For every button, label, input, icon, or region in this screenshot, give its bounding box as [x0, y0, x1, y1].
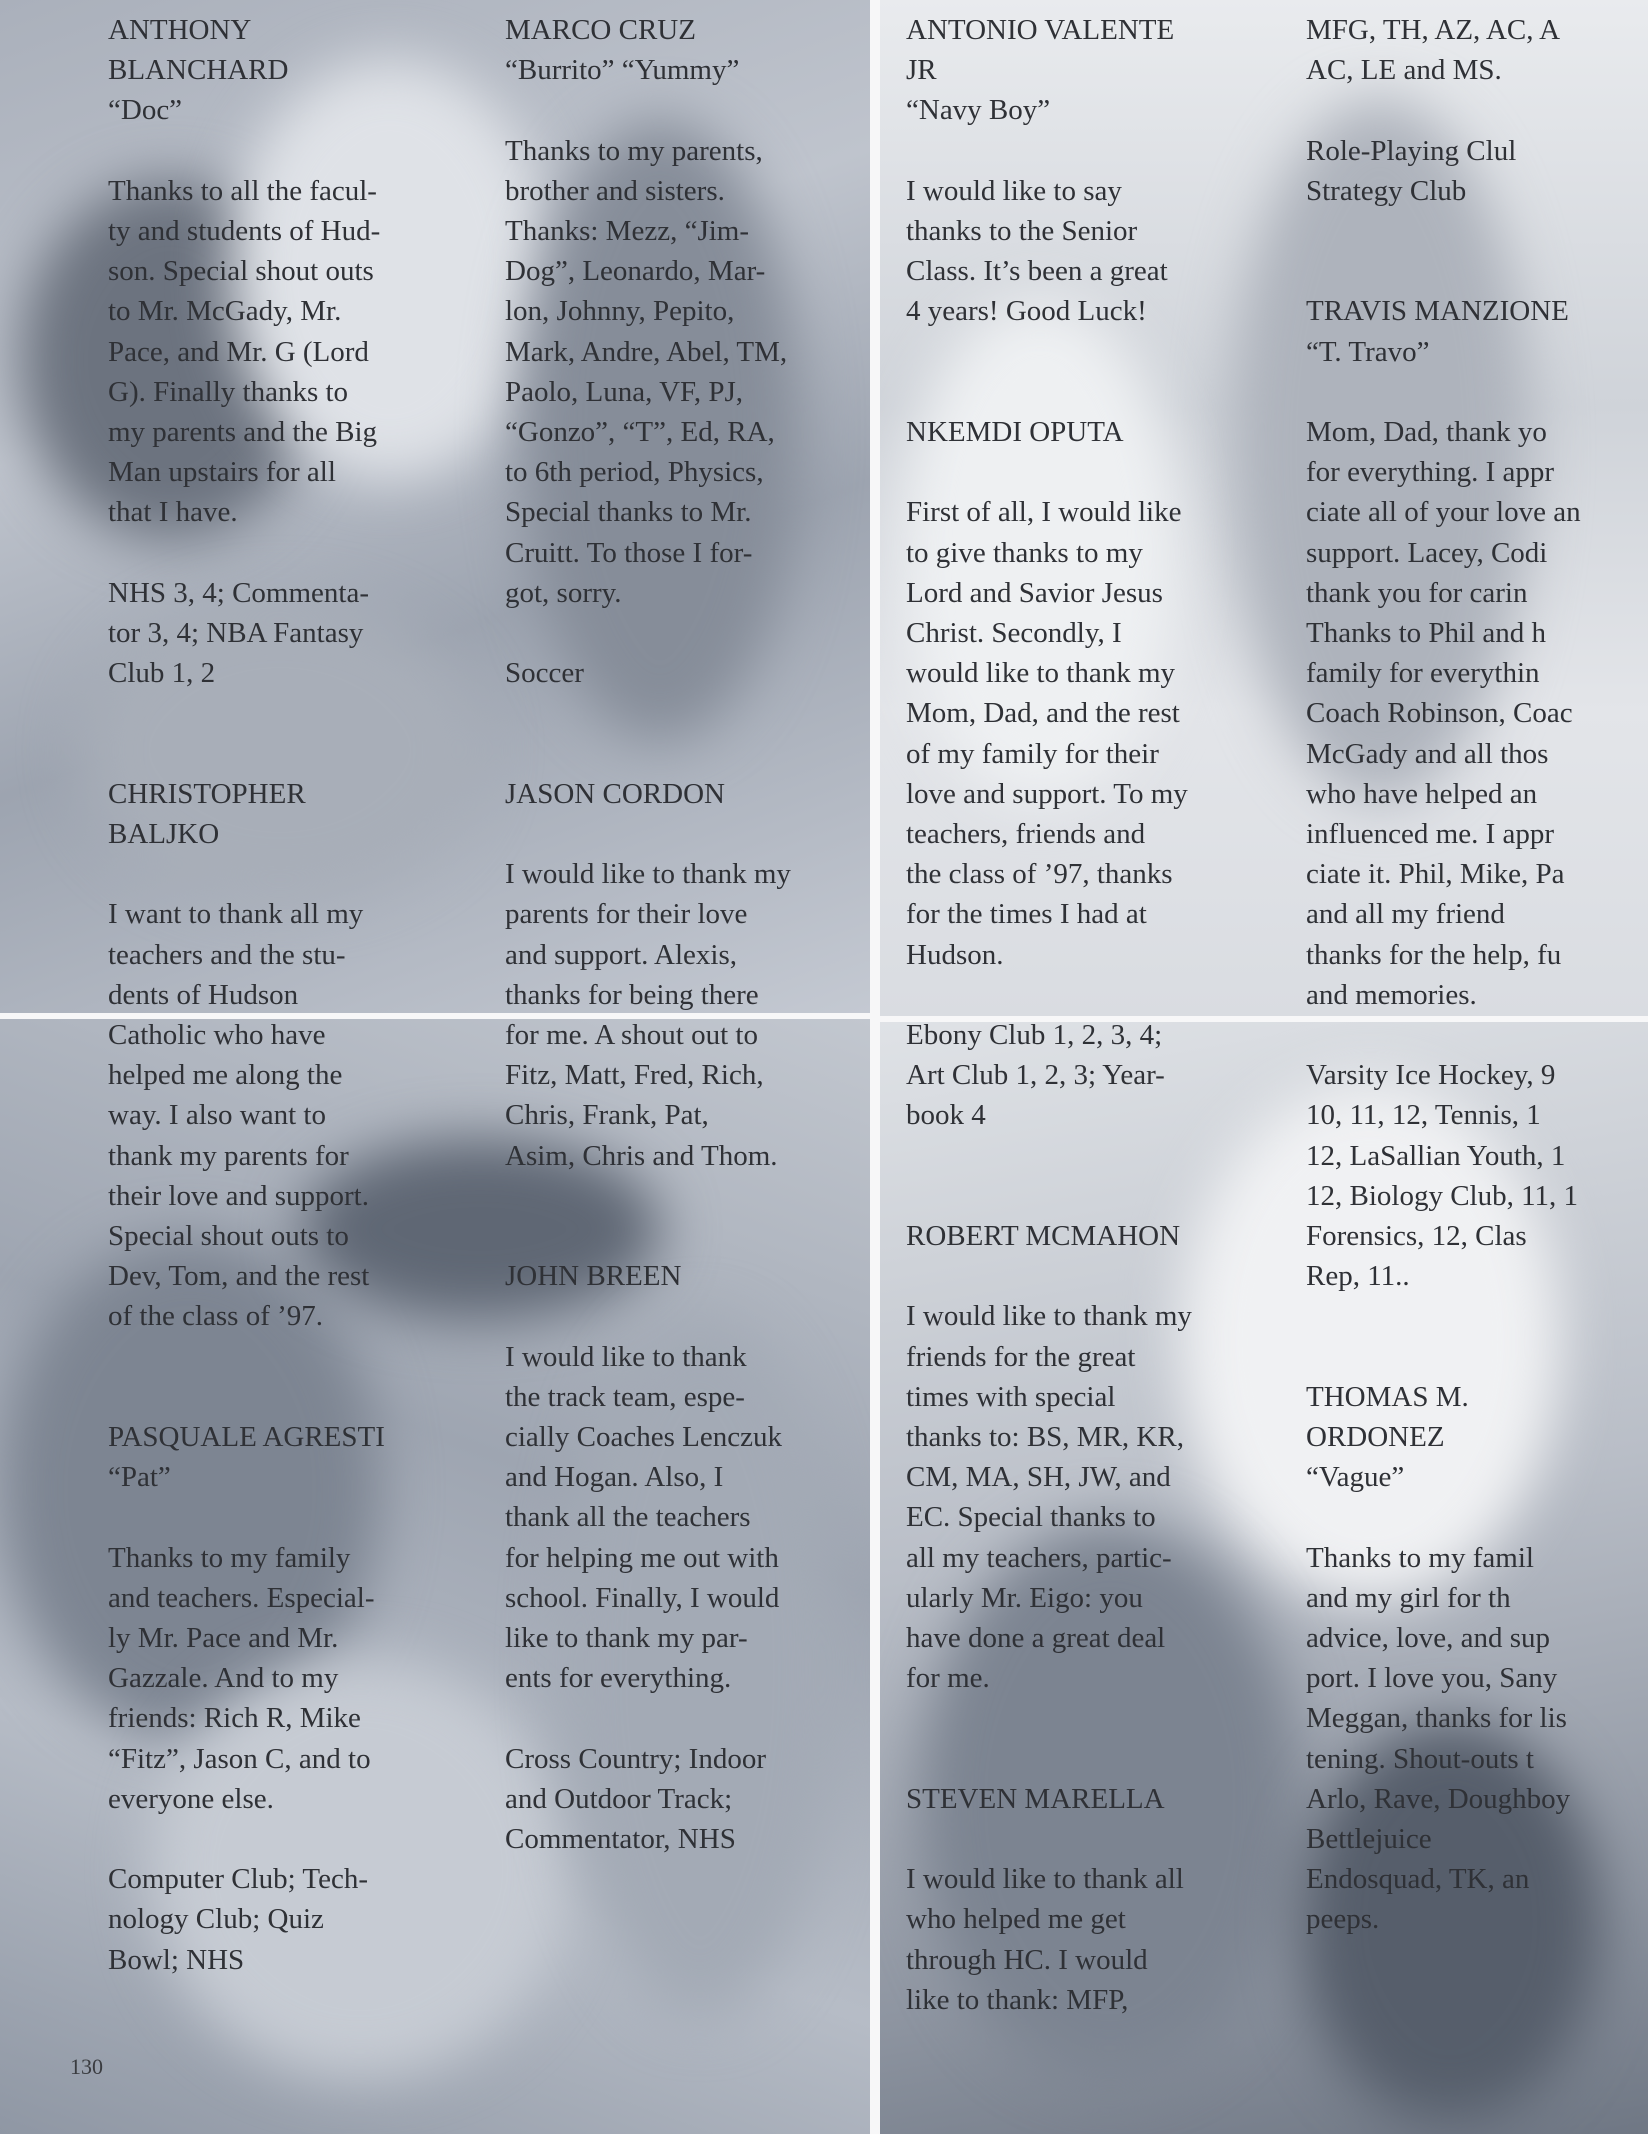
body-text-line: way. I also want to [108, 1099, 326, 1132]
body-text-line: Paolo, Luna, VF, PJ, [505, 375, 744, 408]
blank-line [1306, 90, 1648, 130]
body-text-line: CM, MA, SH, JW, and [906, 1461, 1171, 1494]
senior-name-line: BALJKO [108, 818, 220, 850]
senior-name-line: JASON CORDON [505, 777, 725, 810]
page-number: 130 [70, 2054, 103, 2079]
body-text-line: Hudson. [906, 938, 1004, 971]
body-text-line: like to thank: MFP, [906, 1983, 1129, 2016]
body-text-line: Mom, Dad, and the rest [906, 697, 1180, 730]
body-text-line: Cruitt. To those I for- [505, 536, 753, 569]
body-text-line: their love and support. [108, 1179, 369, 1212]
body-text-line: I would like to say [906, 174, 1122, 207]
blank-line [1306, 1015, 1648, 1055]
body-text-line: and memories. [1306, 978, 1477, 1011]
body-text-line: for the times I had at [906, 898, 1147, 931]
body-text-line: tening. Shout-outs t [1306, 1742, 1534, 1775]
blank-line [108, 693, 473, 733]
senior-name-line: MARCO CRUZ [505, 14, 696, 46]
body-text-line: Cross Country; Indoor [505, 1742, 766, 1775]
body-text-line: through HC. I would [906, 1943, 1148, 1976]
blank-line [906, 372, 1274, 412]
body-text-line: thanks to: BS, MR, KR, [906, 1420, 1184, 1453]
text-column-2 [505, 10, 873, 1859]
body-text-line: influenced me. I appr [1306, 818, 1555, 850]
blank-line [1306, 1296, 1648, 1336]
body-text-line: support. Lacey, Codi [1306, 536, 1548, 569]
blank-line [108, 854, 473, 894]
body-text-line: 10, 11, 12, Tennis, 1 [1306, 1099, 1541, 1132]
body-text-line: Thanks to my family [108, 1541, 351, 1574]
body-text-line: got, sorry. [505, 576, 622, 609]
blank-line [108, 1497, 473, 1537]
blank-line [505, 90, 873, 130]
body-text-line: who have helped an [1306, 777, 1538, 810]
body-text-line: advice, love, and sup [1306, 1622, 1551, 1654]
body-text-line: tor 3, 4; NBA Fantasy [108, 617, 364, 650]
body-text-line: thank my parents for [108, 1139, 349, 1172]
body-text-line: Thanks to all the facul- [108, 174, 377, 207]
senior-name-line: JOHN BREEN [505, 1260, 682, 1293]
body-text-line: have done a great deal [906, 1622, 1166, 1654]
blank-line [906, 1176, 1274, 1216]
body-text-line: Thanks to Phil and h [1306, 616, 1547, 649]
body-text-line: the track team, espe- [505, 1380, 745, 1413]
body-text-line: Endosquad, TK, an [1306, 1863, 1530, 1896]
body-text-line: teachers, friends and [906, 818, 1146, 850]
body-text-line: Dog”, Leonardo, Mar- [505, 255, 766, 288]
senior-name-line: STEVEN MARELLA [906, 1782, 1165, 1815]
body-text-line: Thanks: Mezz, “Jim- [505, 215, 750, 247]
body-text-line: nology Club; Quiz [108, 1903, 324, 1936]
blank-line [906, 131, 1274, 171]
body-text-line: Bettlejuice [1306, 1823, 1432, 1856]
blank-line [505, 1296, 873, 1336]
body-text-line: Rep, 11.. [1306, 1260, 1410, 1293]
body-text-line: lon, Johnny, Pepito, [505, 295, 735, 328]
body-text-line: helped me along the [108, 1059, 343, 1092]
body-text-line: cially Coaches Lenczuk [505, 1420, 782, 1453]
body-text-line: Gazzale. And to my [108, 1662, 339, 1695]
body-text-line: would like to thank my [906, 657, 1176, 690]
body-text-line: thanks for the help, fu [1306, 938, 1562, 971]
blank-line [505, 1216, 873, 1256]
body-text-line: Class. It’s been a great [906, 255, 1168, 288]
blank-line [906, 1819, 1274, 1859]
blank-line [505, 1176, 873, 1216]
body-text-line: Thanks to my famil [1306, 1541, 1534, 1574]
body-text-line: I would like to thank my [505, 858, 791, 891]
body-text-line: Fitz, Matt, Fred, Rich, [505, 1059, 764, 1092]
body-text-line: Asim, Chris and Thom. [505, 1139, 778, 1172]
body-text-line: “Gonzo”, “T”, Ed, RA, [505, 416, 775, 449]
text-column-1 [108, 10, 473, 1980]
body-text-line: Pace, and Mr. G (Lord [108, 335, 369, 368]
body-text-line: 12, Biology Club, 11, 1 [1306, 1179, 1579, 1212]
body-text-line: that I have. [108, 496, 238, 529]
body-text-line: Club 1, 2 [108, 657, 216, 690]
body-text-line: son. Special shout outs [108, 255, 374, 288]
blank-line [906, 1698, 1274, 1738]
body-text-line: who helped me get [906, 1903, 1126, 1936]
body-text-line: to give thanks to my [906, 536, 1143, 569]
blank-line [505, 814, 873, 854]
text-column-3 [906, 10, 1274, 2020]
body-text-line: NHS 3, 4; Commenta- [108, 576, 369, 609]
body-text-line: friends for the great [906, 1340, 1136, 1373]
blank-line [505, 693, 873, 733]
body-text-line: teachers and the stu- [108, 938, 346, 971]
blank-line [108, 734, 473, 774]
body-text-line: I want to thank all my [108, 898, 364, 931]
blank-line [108, 1337, 473, 1377]
body-text-line: ciate all of your love an [1306, 496, 1581, 529]
senior-name-line: BLANCHARD [108, 54, 289, 87]
body-text-line: 4 years! Good Luck! [906, 295, 1147, 328]
body-text-line: school. Finally, I would [505, 1581, 780, 1614]
body-text-line: for me. [906, 1662, 990, 1695]
body-text-line: Special shout outs to [108, 1220, 349, 1253]
body-text-line: Catholic who have [108, 1019, 326, 1051]
body-text-line: my parents and the Big [108, 416, 378, 449]
blank-line [1306, 1497, 1648, 1537]
body-text-line: ciate it. Phil, Mike, Pa [1306, 858, 1565, 891]
text-column-4 [1306, 10, 1648, 1940]
body-text-line: McGady and all thos [1306, 737, 1549, 770]
body-text-line: ty and students of Hud- [108, 215, 381, 247]
body-text-line: love and support. To my [906, 777, 1188, 810]
body-text-line: G). Finally thanks to [108, 375, 349, 408]
senior-name-line: “Pat” [108, 1461, 171, 1494]
body-text-line: AC, LE and MS. [1306, 54, 1502, 87]
body-text-line: all my teachers, partic- [906, 1541, 1172, 1574]
body-text-line: Chris, Frank, Pat, [505, 1099, 709, 1132]
body-text-line: Dev, Tom, and the rest [108, 1260, 370, 1293]
body-text-line: and Outdoor Track; [505, 1782, 733, 1815]
body-text-line: like to thank my par- [505, 1622, 748, 1654]
senior-name-line: ANTONIO VALENTE [906, 14, 1175, 46]
body-text-line: ularly Mr. Eigo: you [906, 1581, 1143, 1614]
senior-name-line: PASQUALE AGRESTI [108, 1421, 385, 1453]
body-text-line: of my family for their [906, 737, 1159, 770]
senior-name-line: “Vague” [1306, 1461, 1405, 1494]
blank-line [108, 533, 473, 573]
senior-name-line: “Burrito” “Yummy” [505, 54, 740, 87]
senior-name-line: “Navy Boy” [906, 94, 1051, 127]
body-text-line: Coach Robinson, Coac [1306, 697, 1573, 730]
body-text-line: and teachers. Especial- [108, 1581, 375, 1614]
body-text-line: ly Mr. Pace and Mr. [108, 1622, 339, 1654]
body-text-line: Ebony Club 1, 2, 3, 4; [906, 1019, 1163, 1051]
body-text-line: EC. Special thanks to [906, 1501, 1156, 1534]
body-text-line: Thanks to my parents, [505, 134, 763, 167]
body-text-line: and my girl for th [1306, 1581, 1511, 1614]
senior-name-line: TRAVIS MANZIONE [1306, 295, 1569, 328]
blank-line [505, 1698, 873, 1738]
body-text-line: friends: Rich R, Mike [108, 1702, 361, 1735]
blank-line [505, 734, 873, 774]
body-text-line: Soccer [505, 657, 584, 690]
body-text-line: ents for everything. [505, 1662, 732, 1695]
blank-line [906, 975, 1274, 1015]
body-text-line: thanks to the Senior [906, 215, 1138, 247]
body-text-line: family for everythin [1306, 657, 1540, 690]
body-text-line: Computer Club; Tech- [108, 1863, 369, 1896]
blank-line [1306, 1337, 1648, 1377]
blank-line [1306, 372, 1648, 412]
body-text-line: MFG, TH, AZ, AC, A [1306, 14, 1561, 46]
body-text-line: Varsity Ice Hockey, 9 [1306, 1059, 1556, 1092]
body-text-line: port. I love you, Sany [1306, 1662, 1558, 1695]
blank-line [906, 332, 1274, 372]
senior-name-line: “Doc” [108, 94, 183, 127]
senior-name-line: “T. Travo” [1306, 335, 1430, 368]
body-text-line: Bowl; NHS [108, 1943, 245, 1976]
senior-name-line: JR [906, 54, 937, 87]
body-text-line: 12, LaSallian Youth, 1 [1306, 1139, 1566, 1172]
body-text-line: of the class of ’97. [108, 1300, 324, 1333]
body-text-line: the class of ’97, thanks [906, 858, 1173, 891]
body-text-line: everyone else. [108, 1782, 274, 1815]
senior-name-line: ORDONEZ [1306, 1421, 1445, 1453]
body-text-line: First of all, I would like [906, 496, 1182, 529]
blank-line [906, 452, 1274, 492]
blank-line [108, 131, 473, 171]
senior-name-line: CHRISTOPHER [108, 777, 306, 810]
body-text-line: Commentator, NHS [505, 1823, 736, 1855]
body-text-line: Lord and Savior Jesus [906, 576, 1163, 609]
body-text-line: I would like to thank all [906, 1863, 1184, 1896]
body-text-line: Mom, Dad, thank yo [1306, 415, 1547, 448]
blank-line [906, 1136, 1274, 1176]
body-text-line: and Hogan. Also, I [505, 1461, 724, 1494]
senior-name-line: ANTHONY [108, 14, 252, 46]
body-text-line: thank all the teachers [505, 1501, 751, 1534]
body-text-line: Meggan, thanks for lis [1306, 1702, 1567, 1735]
blank-line [505, 613, 873, 653]
body-text-line: times with special [906, 1380, 1116, 1413]
body-text-line: book 4 [906, 1099, 986, 1132]
body-text-line: Role-Playing Clul [1306, 134, 1517, 167]
blank-line [1306, 251, 1648, 291]
body-text-line: Forensics, 12, Clas [1306, 1220, 1527, 1253]
body-text-line: I would like to thank my [906, 1300, 1192, 1333]
body-text-line: dents of Hudson [108, 978, 299, 1011]
body-text-line: and support. Alexis, [505, 938, 737, 971]
body-text-line: for everything. I appr [1306, 456, 1555, 489]
blank-line [1306, 211, 1648, 251]
body-text-line: for helping me out with [505, 1541, 779, 1574]
body-text-line: for me. A shout out to [505, 1019, 758, 1051]
body-text-line: to 6th period, Physics, [505, 456, 764, 489]
senior-name-line: ROBERT MCMAHON [906, 1219, 1181, 1252]
body-text-line: “Fitz”, Jason C, and to [108, 1742, 371, 1775]
senior-name-line: NKEMDI OPUTA [906, 415, 1124, 448]
body-text-line: brother and sisters. [505, 174, 725, 207]
body-text-line: Arlo, Rave, Doughboy [1306, 1782, 1571, 1815]
body-text-line: and all my friend [1306, 898, 1505, 931]
blank-line [108, 1377, 473, 1417]
blank-line [906, 1739, 1274, 1779]
body-text-line: to Mr. McGady, Mr. [108, 295, 342, 328]
body-text-line: Art Club 1, 2, 3; Year- [906, 1059, 1165, 1092]
body-text-line: Christ. Secondly, I [906, 616, 1122, 649]
blank-line [906, 1256, 1274, 1296]
body-text-line: Strategy Club [1306, 174, 1467, 207]
body-text-line: Man upstairs for all [108, 456, 336, 489]
body-text-line: thank you for carin [1306, 576, 1528, 609]
body-text-line: I would like to thank [505, 1340, 747, 1373]
body-text-line: Mark, Andre, Abel, TM, [505, 335, 788, 368]
body-text-line: parents for their love [505, 898, 748, 931]
body-text-line: thanks for being there [505, 978, 759, 1011]
senior-name-line: THOMAS M. [1306, 1380, 1469, 1413]
body-text-line: Special thanks to Mr. [505, 496, 752, 529]
body-text-line: peeps. [1306, 1903, 1380, 1936]
blank-line [108, 1819, 473, 1859]
